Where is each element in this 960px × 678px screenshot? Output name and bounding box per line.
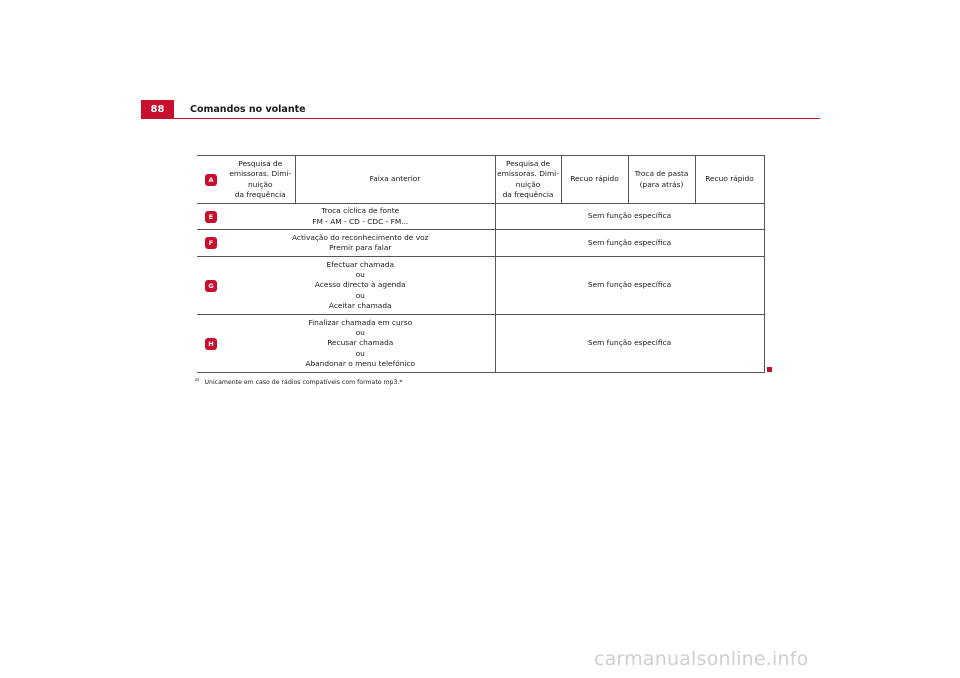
cell-text: Efectuar chamada <box>326 259 395 269</box>
cell-text: Sem função específica <box>587 211 672 221</box>
row-a-cell-2 <box>295 156 495 204</box>
row-label-badge: F <box>205 237 217 249</box>
cell-text: Recuo rápido <box>570 174 619 184</box>
row-label-badge: H <box>205 338 217 350</box>
cell-text: ou <box>355 327 365 337</box>
row-a-cell-6 <box>695 156 764 204</box>
cell-text: Abandonar o menu telefónico <box>305 359 416 369</box>
row-a-label <box>197 156 226 204</box>
row-a-cell-5 <box>628 156 695 204</box>
cell-text: Faixa anterior <box>369 174 421 184</box>
cell-text: Acesso directo à agenda <box>314 280 406 290</box>
cell-text: nuição <box>515 179 541 189</box>
cell-text: nuição <box>247 179 273 189</box>
row-e-right <box>495 204 764 230</box>
row-g-left <box>226 257 495 315</box>
row-h-left <box>226 315 495 373</box>
footnote-marker: a) <box>195 378 200 383</box>
cell-text: Activação do reconhecimento de voz <box>292 232 429 242</box>
row-a-cell-4 <box>561 156 628 204</box>
cell-text: ou <box>355 348 365 358</box>
row-a-cell-1 <box>226 156 295 204</box>
footnote-text: Unicamente em caso de rádios compatíveis com formato mp3.* <box>204 379 403 387</box>
table-row-a <box>197 156 764 204</box>
row-label-badge: E <box>205 211 217 223</box>
cell-text: Aceitar chamada <box>328 301 392 311</box>
cell-text: da frequência <box>502 189 554 199</box>
row-h-label <box>197 315 226 373</box>
cell-text: FM - AM - CD - CDC - FM... <box>312 216 409 226</box>
row-h-right <box>495 315 764 373</box>
table-row-h <box>197 315 764 373</box>
cell-text: ou <box>355 269 365 279</box>
page-number: 88 <box>141 100 174 118</box>
cell-text: Pesquisa de <box>238 158 283 168</box>
row-g-right <box>495 257 764 315</box>
cell-text: Sem função específica <box>587 338 672 348</box>
cell-text: (para atrás) <box>639 179 684 189</box>
cell-text: ou <box>355 290 365 300</box>
row-e-left <box>226 204 495 230</box>
row-g-label <box>197 257 226 315</box>
cell-text: Sem função específica <box>587 237 672 247</box>
cell-text: Finalizar chamada em curso <box>308 317 413 327</box>
table-row-g <box>197 257 764 315</box>
table-row-e <box>197 204 764 230</box>
cell-text: Recuo rápido <box>705 174 754 184</box>
cell-text: Pesquisa de <box>506 158 550 168</box>
cell-text: Troca cíclica de fonte <box>321 206 400 216</box>
cell-text: emissoras. Dimi- <box>229 169 292 179</box>
cell-text: da frequência <box>234 189 286 199</box>
cell-text: Recusar chamada <box>327 338 394 348</box>
watermark: carmanualsonline.info <box>594 648 809 670</box>
cell-text: emissoras. Dimi- <box>497 169 559 179</box>
row-a-cell-3 <box>495 156 561 204</box>
row-label-badge: A <box>205 174 217 186</box>
row-e-label <box>197 204 226 230</box>
table-row-f <box>197 230 764 257</box>
header-rule <box>141 118 820 119</box>
row-f-label <box>197 230 226 257</box>
controls-table <box>197 155 765 373</box>
footnote <box>195 378 402 386</box>
page-title: Comandos no volante <box>190 104 306 115</box>
row-f-right <box>495 230 764 257</box>
row-label-badge: G <box>205 280 217 292</box>
row-f-left <box>226 230 495 257</box>
cell-text: Premir para falar <box>329 243 392 252</box>
cell-text: Troca de pasta <box>634 169 689 179</box>
cell-text: Sem função específica <box>587 280 672 290</box>
section-end-marker <box>767 367 772 372</box>
page-header <box>141 100 820 122</box>
